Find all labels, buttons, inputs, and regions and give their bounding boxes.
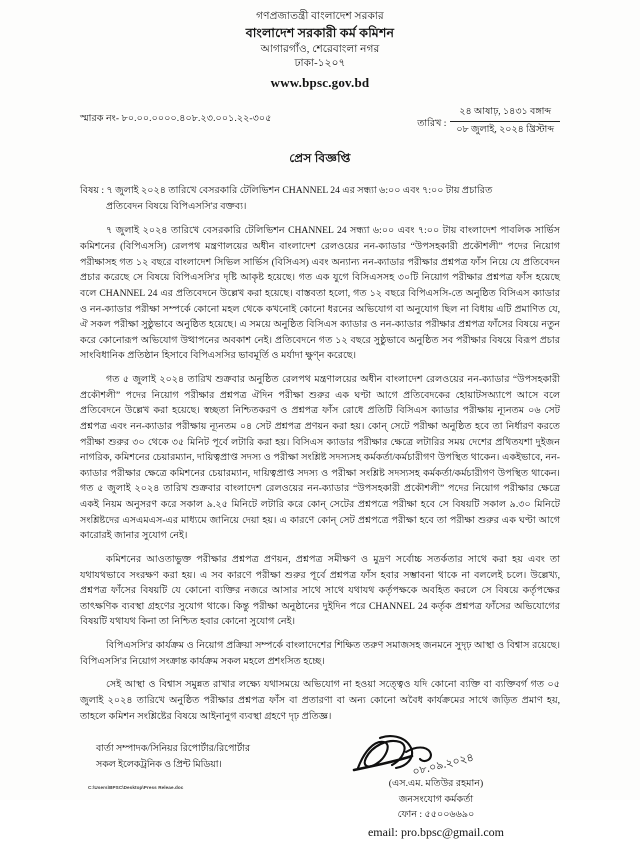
government-name: গণপ্রজাতন্ত্রী বাংলাদেশ সরকার [256,11,384,22]
file-path-footer: C:\Users\BPSC\Desktop\Press Releae.doc [88,785,184,790]
page-title: প্রেস বিজ্ঞপ্তি [289,151,351,166]
paragraph-1: ৭ জুলাই ২০২৪ তারিখে বেসরকারি টেলিভিশন CHANNEL 24 সন্ধ্যা ৬:০০ এবং ৭:০০ টায় বাংলাদেশ পাবলিক সার্ভিস কমিশনের (বিপিএসসি) রেলপথ মন্ত্রণালয়ের অধীন বাংলাদেশ রেলওয়ের নন-ক্যাডার “উপসহকারী প্রকৌশলী” পদের নিয়োগ পরীক্ষাসহ গত ১২ বছরে বাংলাদেশ সিভিল সার্ভিস (বিসিএস) এবং অন্যান্য নন-ক্যাডার পরীক্ষার প্রশ্নপত্র ফাঁস নিয়ে যে প্রতিবেদন প্রচার করেছে সে বিষয়ে বিপিএসসি'র দৃষ্টি আকৃষ্ট হয়েছে। গত এক যুগে বিসিএসসহ ৩০টি নিয়োগ পরীক্ষার প্রশ্নপত্র ফাঁস হয়েছে বলে CHANNEL 24 এর প্রতিবেদনে উল্লেখ করা হয়েছে। বাস্তবতা হলো, গত ১২ বছরে বিপিএসসি-তে অনুষ্ঠিত বিসিএস ক্যাডার ও নন-ক্যাডার পরীক্ষা সম্পর্কে কোনো মহল থেকে কখনোই কোনো ধরনের অভিযোগ বা অনুযোগ ছিল না বিধায় এটি প্রমাণিত যে, ঐ সকল পরীক্ষা সুষ্ঠুভাবে অনুষ্ঠিত হয়েছে। এ সময়ে অনুষ্ঠিত বিসিএস ক্যাডার ও নন-ক্যাডার পরীক্ষার প্রশ্নপত্র ফাঁসের বিষয়ে নতুন করে কোনোরূপ অভিযোগ উত্থাপনের অবকাশ নেই। প্রতিবেদনে গত ১২ বছরে সুষ্ঠুভাবে অনুষ্ঠিত সব পরীক্ষার বিষয়ে বিরূপ প্রচার সাংবিধানিক প্রতিষ্ঠান হিসাবে বিপিএসসির ভাবমূর্তি ও মর্যাদা ক্ষুণ্ন করেছে। [80,225,560,362]
paragraph-4: বিপিএসসি'র কার্যক্রম ও নিয়োগ প্রক্রিয়া সম্পর্কে বাংলাদেশের শিক্ষিত তরুণ সমাজসহ জনমনে সুদৃঢ় আস্থা ও বিশ্বাস রয়েছে। বিপিএসসি'র নিয়োগ সংক্রান্ত কার্যক্রম সকল মহলে প্রশংসিত হচ্ছে। [80,640,560,667]
distribution-list [96,742,250,774]
organization-name: বাংলাদেশ সরকারী কর্ম কমিশন [245,26,395,41]
body-text [80,223,560,724]
paragraph-2: গত ৫ জুলাই ২০২৪ তারিখ শুক্রবার অনুষ্ঠিত রেলপথ মন্ত্রণালয়ের অধীন বাংলাদেশ রেলওয়ের নন-ক্যাডার “উপসহকারী প্রকৌশলী” পদের নিয়োগ পরীক্ষার প্রশ্নপত্র ঐদিন পরীক্ষা শুরুর এক ঘণ্টা আগে প্রতিবেদকের হোয়াটসঅ্যাপে আসে বলে প্রতিবেদনে উল্লেখ করা হয়েছে। স্বচ্ছতা নিশ্চিতকরণ ও প্রশ্নপত্র ফাঁস রোধে প্রতিটি বিসিএস ক্যাডার পরীক্ষায় ন্যূনতম ০৬ সেট প্রশ্নপত্র এবং নন-ক্যাডার পরীক্ষায় ন্যূনতম ০৪ সেট প্রশ্নপত্র প্রণয়ন করা হয়। কোন্ সেটে পরীক্ষা অনুষ্ঠিত হবে তা নির্ধারণ করতে পরীক্ষা শুরুর ৩০ থেকে ৩৫ মিনিট পূর্বে লটারি করা হয়। বিসিএস ক্যাডার পরীক্ষার ক্ষেত্রে লটারির সময় দেশের প্রথিতযশা দুইজন নাগরিক, কমিশনের চেয়ারম্যান, দায়িত্বপ্রাপ্ত সদস্য ও পরীক্ষা সংশ্লিষ্ট সদস্যসহ কর্মকর্তা/কর্মচারীগণ উপস্থিত থাকেন। একইভাবে, নন-ক্যাডার পরীক্ষার ক্ষেত্রে কমিশনের চেয়ারম্যান, দায়িত্বপ্রাপ্ত সদস্য ও পরীক্ষা সংশ্লিষ্ট সদস্যসহ কর্মকর্তা/কর্মচারীগণ উপস্থিত থাকেন। গত ৫ জুলাই ২০২৪ তারিখ শুক্রবার বাংলাদেশ রেলওয়ের নন-ক্যাডার “উপসহকারী প্রকৌশলী” পদের নিয়োগ পরীক্ষার ক্ষেত্রে একই নিয়ম অনুসরণ করে সকাল ৯.২৫ মিনিটে লটারি করে কোন্ সেটের প্রশ্নপত্রে পরীক্ষা হবে সে বিষয়টি সকাল ৯.৩০ মিনিটে সংশ্লিষ্টদের এসএমএস-এর মাধ্যমে জানিয়ে দেয়া হয়। এ কারণে কোন্ সেট প্রশ্নপত্রে পরীক্ষা হবে তা পরীক্ষা শুরুর এক ঘণ্টা আগে কারোরই জানার সুযোগ নেই। [80,374,560,542]
signature-date: ০৮.০৯.২০২৪ [411,751,476,779]
memo-date-row [80,105,560,138]
address-line-1: আগারগাঁও, শেরেবাংলা নগর [260,43,380,55]
signer-name: (এস.এম. মতিউর রহমান) [388,778,484,790]
date-bangla: ২৪ আষাঢ়, ১৪৩১ বঙ্গাব্দ [450,105,560,122]
website-url: www.bpsc.gov.bd [270,74,370,90]
subject-line-2: প্রতিবেদন বিষয়ে বিপিএসসি'র বক্তব্য। [106,200,247,212]
signature-block [316,732,556,841]
date-gregorian: ০৮ জুলাই, ২০২৪ খ্রিস্টাব্দ [456,125,554,136]
date-label: তারিখ : [417,119,447,130]
subject-block [80,183,560,214]
address-line-2: ঢাকা-১২০৭ [294,57,346,69]
paragraph-5: সেই আস্থা ও বিশ্বাস সমুন্নত রাখার লক্ষ্যে যথাসময়ে অভিযোগ না হওয়া সত্ত্বেও যদি কোনো ব্যক্তি বা ব্যক্তিবর্গ গত ০৫ জুলাই ২০২৪ তারিখে অনুষ্ঠিত পরীক্ষার প্রশ্নপত্র ফাঁস বা প্রতারণা বা অন্য কোনো অবৈধ কার্যক্রমের সাথে জড়িত প্রমাণ হয়, তাহলে কমিশন সংশ্লিষ্টের বিষয়ে আইনানুগ ব্যবস্থা গ্রহণে দৃঢ় প্রতিজ্ঞ। [80,679,560,722]
signer-email: email: pro.bpsc@gmail.com [367,825,505,840]
paragraph-3: কমিশনের আওতাভুক্ত পরীক্ষার প্রশ্নপত্র প্রণয়ন, প্রশ্নপত্র সমীক্ষণ ও মুদ্রণ সর্বোচ্চ সতর্কতার সাথে করা হয় এবং তা যথাযথভাবে সংরক্ষণ করা হয়। এ সব কারণে পরীক্ষা শুরুর পূর্বে প্রশ্নপত্র ফাঁস হবার সম্ভাবনা থাকে না বললেই চলে। উল্লেখ্য, প্রশ্নপত্র ফাঁসের বিষয়টি যে কোনো ব্যক্তির নজরে আসার সাথে সাথে যথাযথ কর্তৃপক্ষকে অবহিত করলে সে বিষয়ে কর্তৃপক্ষের তাৎক্ষণিক ব্যবস্থা গ্রহণের সুযোগ থাকে। কিন্তু পরীক্ষা অনুষ্ঠানের দুইদিন পরে CHANNEL 24 কর্তৃক প্রশ্নপত্র ফাঁসের অভিযোগের বিষয়টি যথাযথ কিনা তা নিশ্চিত হবার কোনো সুযোগ নেই। [80,553,560,628]
memo-number: স্মারক নং- ৮০.০০.০০০০.৪০৮.২৩.০০১.২২-৩০৫ [80,114,272,125]
signer-phone: ফোন : ৫৫০০৬৬৯০ [397,808,475,820]
subject-label: বিষয় : [80,185,105,197]
subject-line-1: ৭ জুলাই ২০২৪ তারিখে বেসরকারি টেলিভিশন CHANNEL 24 এর সন্ধ্যা ৬:০০ এবং ৭:০০ টায় প্রচারিত [106,185,493,197]
date-stack [450,105,560,138]
handwritten-signature [316,732,556,778]
letterhead [80,10,560,91]
date-block [417,105,560,138]
distribution-line-2: সকল ইলেকট্রনিক ও প্রিন্ট মিডিয়া। [96,760,222,771]
signer-designation: জনসংযোগ কর্মকর্তা [398,793,474,805]
distribution-line-1: বার্তা সম্পাদক/সিনিয়র রিপোর্টার/রিপোর্টার [96,744,251,755]
